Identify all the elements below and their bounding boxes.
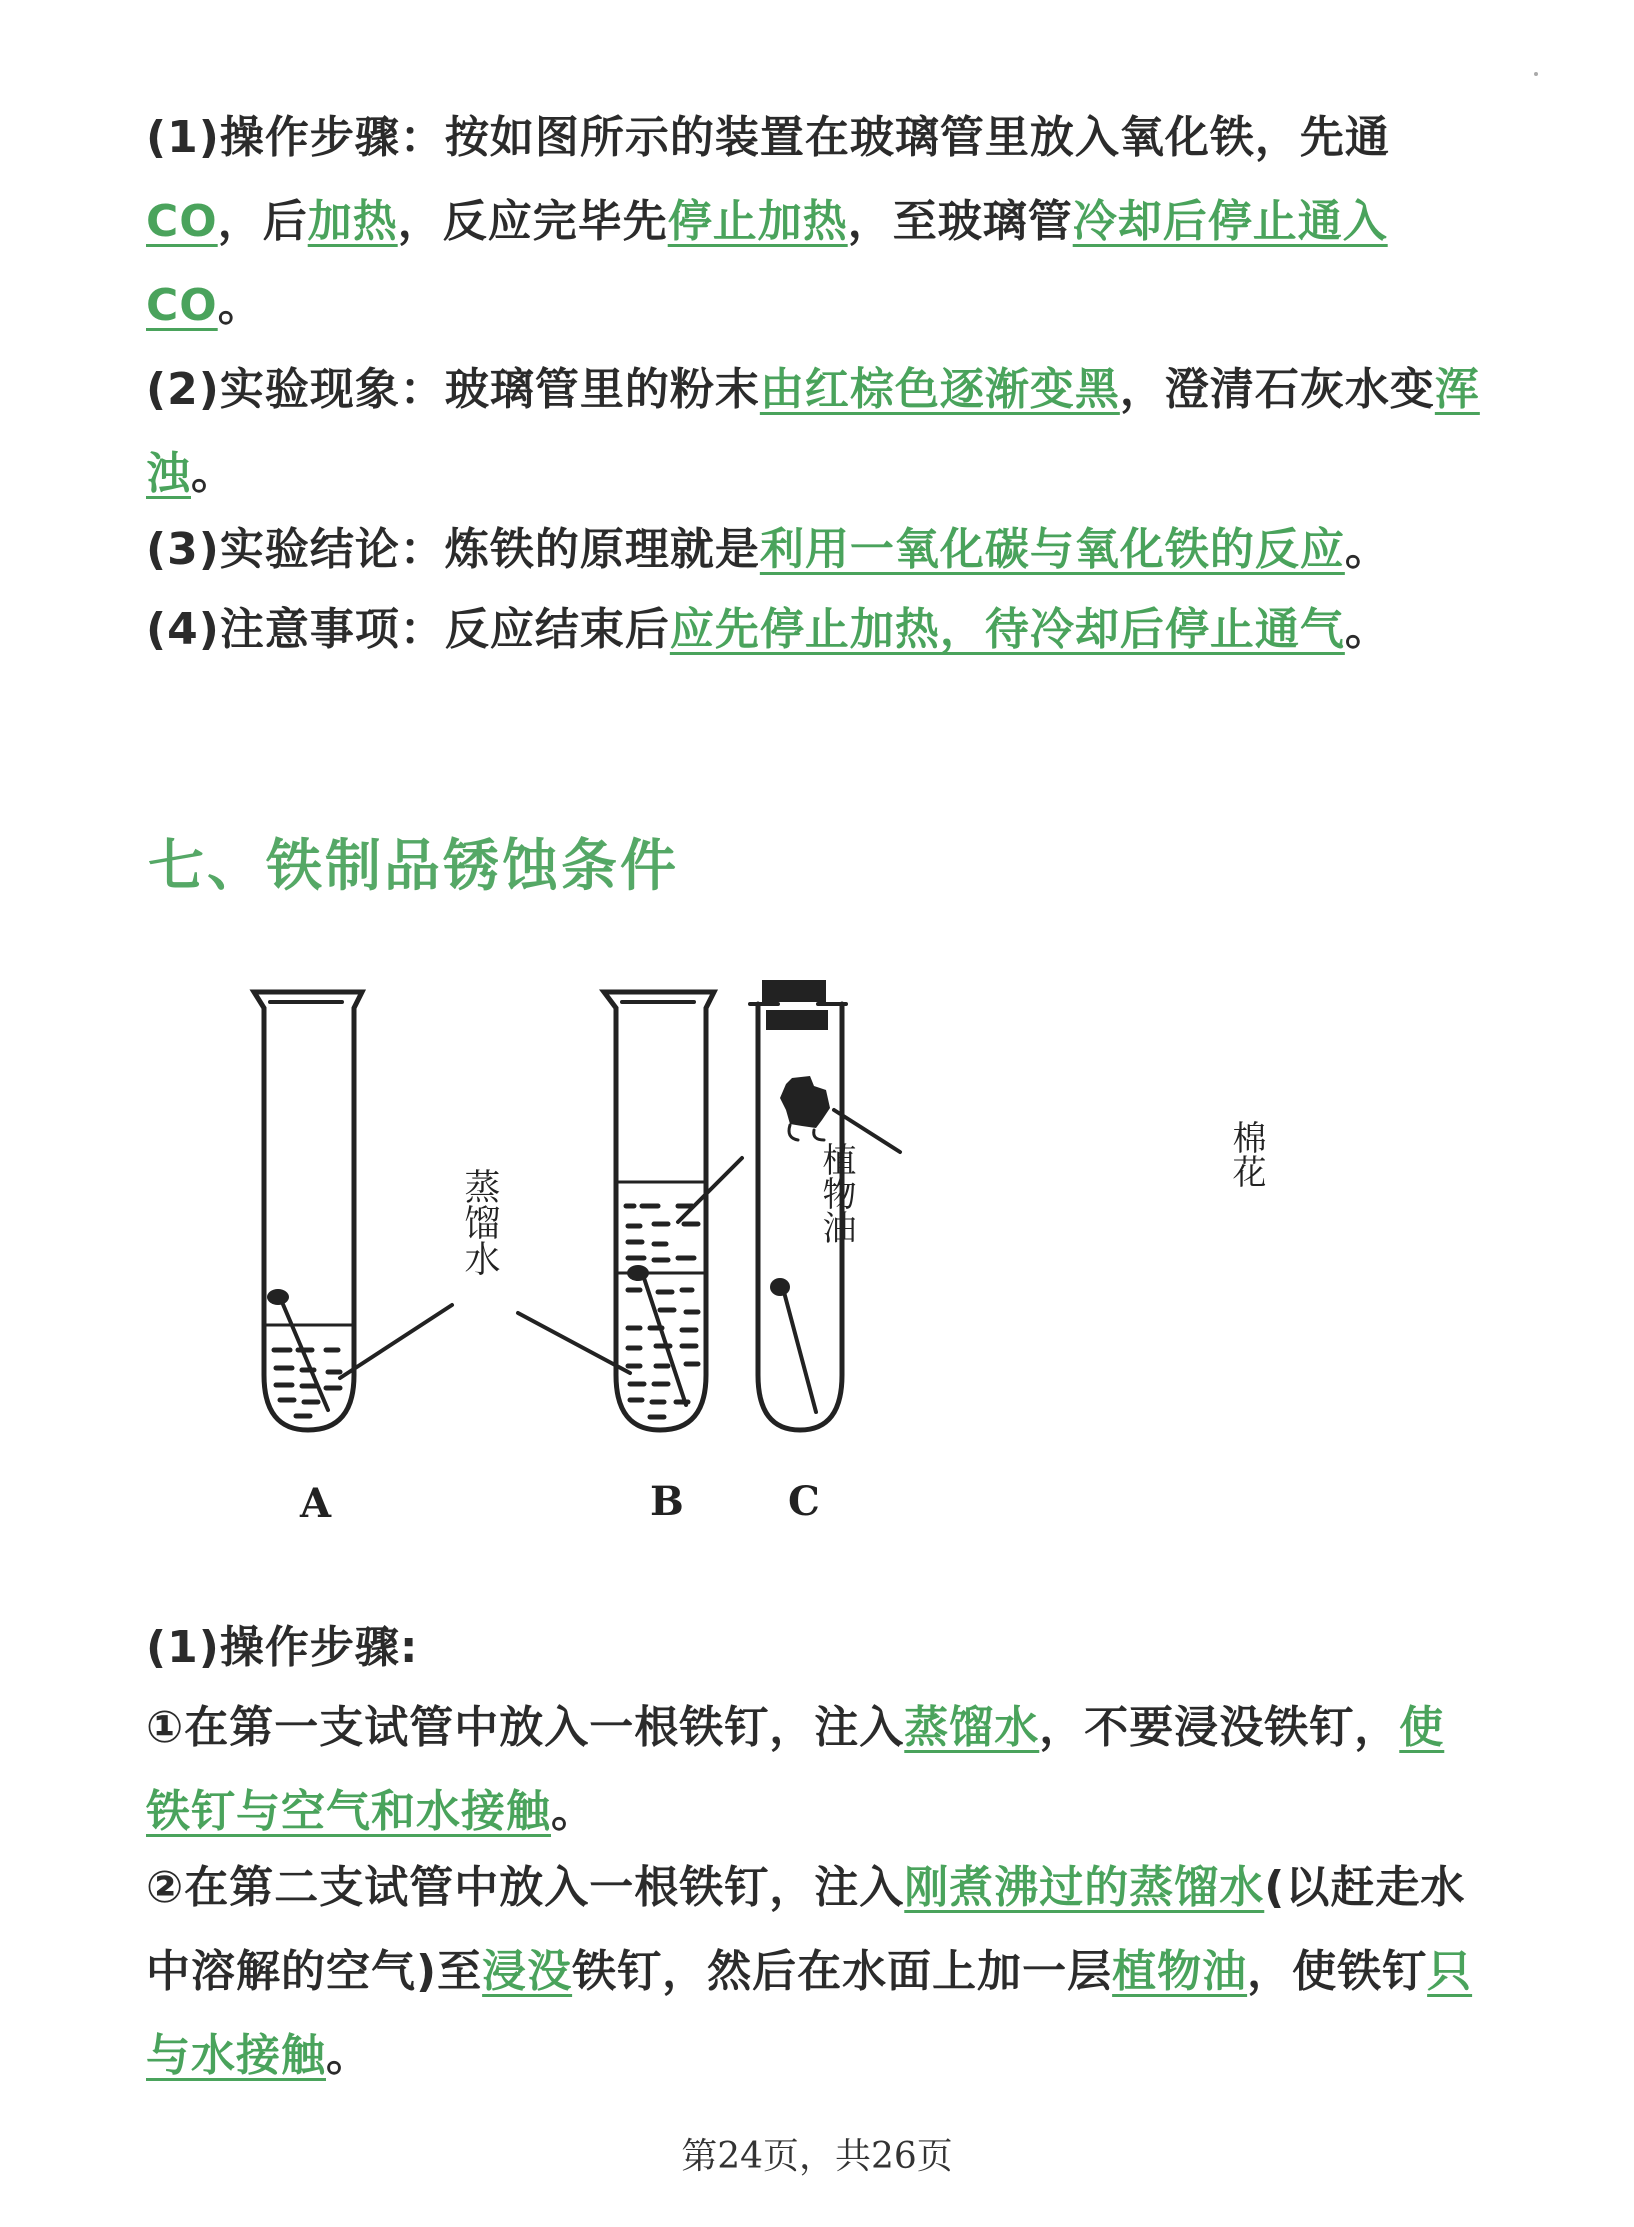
text: 。 xyxy=(1344,524,1390,575)
paragraph-label: (1)操作步骤： xyxy=(146,112,445,163)
scan-speck xyxy=(1534,72,1538,76)
text: ，至玻璃管 xyxy=(847,196,1073,247)
leader-line-a xyxy=(340,1305,452,1378)
answer-highlight: 刚煮沸过的蒸馏水 xyxy=(904,1862,1265,1913)
answer-highlight: 停止加热 xyxy=(667,196,848,247)
answer-highlight: 由红棕色逐渐变黑 xyxy=(759,364,1120,415)
answer-highlight: CO xyxy=(146,196,218,247)
answer-highlight: 加热 xyxy=(307,196,398,247)
paragraph-label: (4)注意事项： xyxy=(146,604,445,655)
text: 玻璃管里的粉末 xyxy=(444,364,760,415)
text: 。 xyxy=(1344,604,1390,655)
paragraph-label: (3)实验结论： xyxy=(146,524,445,575)
paragraph-conclusion xyxy=(146,508,1486,592)
tube-label-a: A xyxy=(300,1480,332,1527)
step-2 xyxy=(146,1846,1486,2098)
section-heading: 七、铁制品锈蚀条件 xyxy=(148,834,679,899)
text: 按如图所示的装置在玻璃管里放入氧化铁，先通 xyxy=(444,112,1390,163)
text: ①在第一支试管中放入一根铁钉，注入 xyxy=(146,1702,905,1753)
page-number: 第24页，共26页 xyxy=(681,2136,953,2177)
answer-highlight: 浑浊 xyxy=(146,364,1480,499)
text: 。 xyxy=(191,448,236,499)
tube-label-b: B xyxy=(650,1478,684,1525)
paragraph-phenomenon xyxy=(146,348,1486,516)
text: ，使铁钉 xyxy=(1247,1946,1428,1997)
text: 铁钉，然后在水面上加一层 xyxy=(572,1946,1113,1997)
text: 。 xyxy=(326,2030,371,2081)
test-tube-a-icon xyxy=(254,992,362,1430)
step-1 xyxy=(146,1686,1486,1854)
tube-label-c: C xyxy=(788,1478,820,1525)
leader-line-b xyxy=(518,1313,630,1373)
test-tube-b-icon xyxy=(604,992,742,1430)
answer-highlight: 应先停止加热，待冷却后停止通气 xyxy=(669,604,1345,655)
answer-highlight: 使铁钉与空气和水接触 xyxy=(146,1702,1445,1837)
steps-label: (1)操作步骤: xyxy=(146,1622,419,1673)
paragraph-notes xyxy=(146,588,1486,672)
text: 反应结束后 xyxy=(444,604,670,655)
text: ，反应完毕先 xyxy=(397,196,668,247)
answer-highlight: 蒸馏水 xyxy=(904,1702,1040,1753)
text: 。 xyxy=(217,280,263,331)
answer-highlight: 利用一氧化碳与氧化铁的反应 xyxy=(759,524,1345,575)
answer-highlight: 冷却后停止通入 CO xyxy=(146,196,1388,331)
label-vegetable-oil: 植物油 xyxy=(816,1142,856,1244)
text: ②在第二支试管中放入一根铁钉，注入 xyxy=(146,1862,905,1913)
answer-highlight: 浸没 xyxy=(482,1946,573,1997)
label-distilled-water: 蒸馏水 xyxy=(459,1168,500,1276)
paragraph-operation-steps xyxy=(146,96,1486,348)
answer-highlight: 植物油 xyxy=(1112,1946,1248,1997)
text: ，后 xyxy=(217,196,308,247)
paragraph-label: (2)实验现象： xyxy=(146,364,445,415)
rust-experiment-figure xyxy=(230,980,1370,1540)
answer-highlight: 只与水接触 xyxy=(146,1946,1473,2081)
text: ，不要浸没铁钉， xyxy=(1039,1702,1400,1753)
text: ，澄清石灰水变 xyxy=(1119,364,1435,415)
text: 炼铁的原理就是 xyxy=(444,524,760,575)
text: 。 xyxy=(551,1786,596,1837)
text: (以赶走水中溶解的空气)至 xyxy=(146,1862,1466,1997)
label-cotton: 棉花 xyxy=(1226,1120,1266,1188)
